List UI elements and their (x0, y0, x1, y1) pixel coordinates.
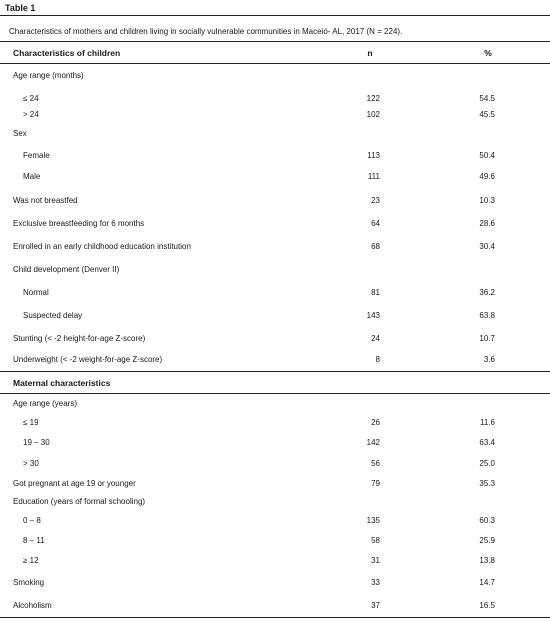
table-row (0, 334, 550, 348)
row-label: 19 – 30 (23, 438, 50, 447)
row-n: 8 (375, 355, 380, 364)
row-label: Exclusive breastfeeding for 6 months (13, 219, 145, 228)
children-section-title: Characteristics of children (13, 48, 121, 58)
row-n: 113 (367, 151, 380, 160)
row-n: 58 (371, 536, 380, 545)
row-n: 111 (367, 172, 380, 181)
bottom-rule (0, 617, 550, 618)
table-row (0, 172, 550, 186)
row-label: Normal (23, 288, 49, 297)
row-percent: 10.3 (479, 196, 495, 205)
row-n: 23 (371, 196, 380, 205)
row-n: 79 (371, 479, 380, 488)
table-row (0, 110, 550, 124)
row-percent: 63.8 (479, 311, 495, 320)
row-label: ≤ 24 (23, 94, 39, 103)
row-label: Smoking (13, 578, 45, 587)
row-label: ≥ 12 (23, 556, 39, 565)
table-row (0, 242, 550, 256)
table-row (0, 399, 550, 413)
row-percent: 10.7 (479, 334, 495, 343)
row-label: Enrolled in an early childhood education institution (13, 242, 191, 251)
top-rule (0, 15, 550, 16)
table-row (0, 601, 550, 615)
table-row (0, 516, 550, 530)
table-row (0, 196, 550, 210)
row-percent: 36.2 (479, 288, 495, 297)
row-label: Male (23, 172, 41, 181)
row-n: 81 (371, 288, 380, 297)
row-label: Underweight (< -2 weight-for-age Z-score) (13, 355, 163, 364)
row-n: 37 (371, 601, 380, 610)
table-row (0, 578, 550, 592)
row-n: 31 (371, 556, 380, 565)
row-percent: 30.4 (479, 242, 495, 251)
row-percent: 13.8 (479, 556, 495, 565)
row-percent: 16.5 (479, 601, 495, 610)
table-row (0, 94, 550, 108)
row-n: 122 (366, 94, 380, 103)
caption-rule (0, 41, 550, 42)
row-label: Education (years of formal schooling) (13, 497, 146, 506)
table-row (0, 151, 550, 165)
row-label: Was not breastfed (13, 196, 78, 205)
row-label: Got pregnant at age 19 or younger (13, 479, 136, 488)
row-percent: 50.4 (479, 151, 495, 160)
row-label: Female (23, 151, 50, 160)
row-n: 143 (366, 311, 380, 320)
maternal-section-header (0, 378, 550, 392)
table-row (0, 355, 550, 369)
row-percent: 3.6 (483, 355, 495, 364)
row-percent: 28.6 (479, 219, 495, 228)
row-n: 33 (371, 578, 380, 587)
table-row (0, 536, 550, 550)
row-label: Child development (Denver II) (13, 265, 120, 274)
table-row (0, 265, 550, 279)
row-n: 64 (371, 219, 380, 228)
row-label: Age range (months) (13, 71, 84, 80)
row-n: 26 (371, 418, 380, 427)
row-percent: 54.5 (479, 94, 495, 103)
table-row (0, 129, 550, 143)
row-label: 8 – 11 (23, 536, 45, 545)
row-label: Stunting (< -2 height-for-age Z-score) (13, 334, 146, 343)
row-label: > 24 (23, 110, 39, 119)
row-label: Suspected delay (23, 311, 83, 320)
table-row (0, 556, 550, 570)
row-percent: 25.9 (479, 536, 495, 545)
percent-column-header: % (484, 48, 492, 58)
row-label: Sex (13, 129, 27, 138)
row-percent: 45.5 (479, 110, 495, 119)
row-label: Alcoholism (13, 601, 52, 610)
table-row (0, 418, 550, 432)
table-caption: Characteristics of mothers and children living in socially vulnerable communities in Maceió- AL, 2017 (N = 224). (9, 27, 403, 36)
table-row (0, 288, 550, 302)
row-n: 102 (366, 110, 380, 119)
row-label: Age range (years) (13, 399, 78, 408)
table-row (0, 459, 550, 473)
table-row (0, 438, 550, 452)
header-rule (0, 63, 550, 64)
table-label: Table 1 (5, 3, 36, 13)
section-rule (0, 371, 550, 372)
row-n: 135 (366, 516, 380, 525)
table-row (0, 497, 550, 511)
row-n: 68 (371, 242, 380, 251)
n-column-header: n (367, 48, 373, 58)
row-percent: 25.0 (479, 459, 495, 468)
row-percent: 11.6 (480, 418, 495, 427)
children-section-header (0, 48, 550, 62)
row-n: 142 (366, 438, 380, 447)
table-row (0, 311, 550, 325)
table-row (0, 71, 550, 85)
row-percent: 35.3 (479, 479, 495, 488)
row-percent: 60.3 (479, 516, 495, 525)
table-row (0, 479, 550, 493)
maternal-section-title: Maternal characteristics (13, 378, 111, 388)
row-n: 24 (371, 334, 380, 343)
row-label: > 30 (23, 459, 39, 468)
row-label: 0 – 8 (23, 516, 41, 525)
row-n: 56 (371, 459, 380, 468)
maternal-header-rule (0, 393, 550, 394)
row-percent: 14.7 (479, 578, 495, 587)
row-label: ≤ 19 (23, 418, 39, 427)
table-row (0, 219, 550, 233)
row-percent: 63.4 (479, 438, 495, 447)
row-percent: 49.6 (479, 172, 495, 181)
